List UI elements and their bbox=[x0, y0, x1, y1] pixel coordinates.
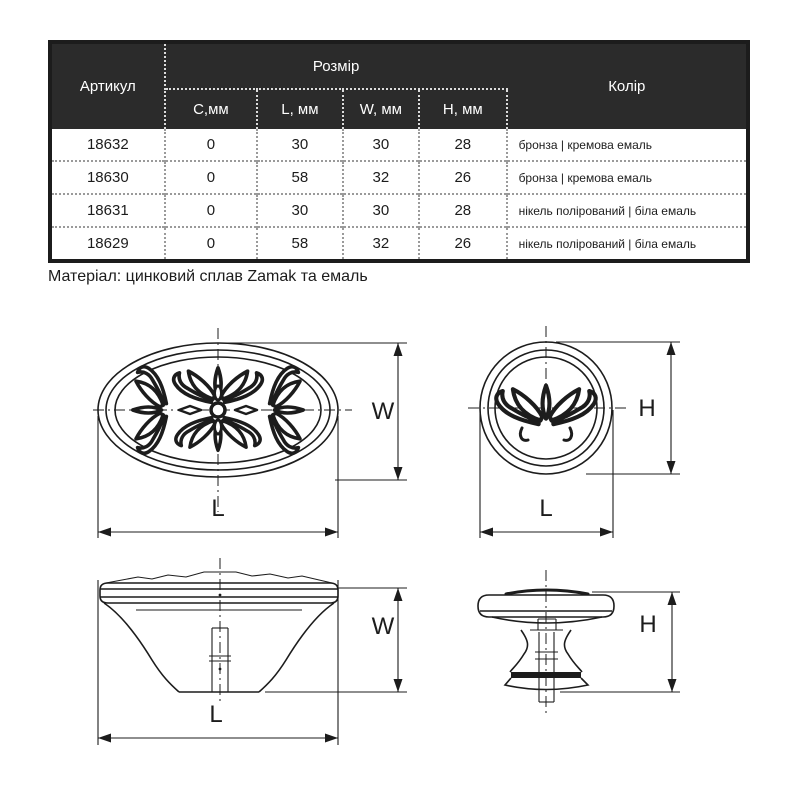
cell-article: 18632 bbox=[50, 129, 165, 161]
cell-w: 32 bbox=[343, 227, 419, 261]
cell-w: 32 bbox=[343, 161, 419, 194]
cell-article: 18629 bbox=[50, 227, 165, 261]
table-row bbox=[50, 161, 748, 194]
header-size-group: Розмір bbox=[165, 42, 507, 89]
oval-knob-side-view bbox=[98, 558, 407, 745]
header-size-c: C,мм bbox=[165, 89, 258, 129]
table-row bbox=[50, 227, 748, 261]
header-size-h: H, мм bbox=[419, 89, 507, 129]
spec-table bbox=[48, 40, 750, 263]
round-knob-top-view bbox=[468, 326, 680, 538]
cell-color: нікель полірований | біла емаль bbox=[507, 227, 748, 261]
cell-h: 28 bbox=[419, 129, 507, 161]
dim-label-w: W bbox=[371, 613, 395, 640]
floral-ornament bbox=[496, 386, 595, 441]
dim-label-l: L bbox=[211, 495, 225, 522]
cell-h: 26 bbox=[419, 227, 507, 261]
table-row bbox=[50, 194, 748, 227]
dim-label-l: L bbox=[209, 701, 223, 728]
cell-l: 58 bbox=[257, 161, 342, 194]
dim-label-h: H bbox=[639, 611, 657, 638]
cell-l: 30 bbox=[257, 129, 342, 161]
technical-drawings bbox=[0, 312, 800, 792]
cell-c: 0 bbox=[165, 161, 258, 194]
cell-c: 0 bbox=[165, 194, 258, 227]
cell-color: бронза | кремова емаль bbox=[507, 129, 748, 161]
header-article: Артикул bbox=[50, 42, 165, 129]
dim-label-l: L bbox=[539, 495, 553, 522]
floral-ornament bbox=[133, 367, 303, 453]
table-row bbox=[50, 129, 748, 161]
oval-knob-top-view bbox=[93, 328, 407, 538]
dim-label-h: H bbox=[638, 395, 656, 422]
cell-h: 26 bbox=[419, 161, 507, 194]
cell-color: нікель полірований | біла емаль bbox=[507, 194, 748, 227]
header-size-l: L, мм bbox=[257, 89, 342, 129]
cell-color: бронза | кремова емаль bbox=[507, 161, 748, 194]
cell-l: 30 bbox=[257, 194, 342, 227]
material-note: Матеріал: цинковий сплав Zamak та емаль bbox=[48, 268, 368, 285]
cell-w: 30 bbox=[343, 129, 419, 161]
cell-c: 0 bbox=[165, 227, 258, 261]
dim-label-w: W bbox=[371, 398, 395, 425]
header-color: Колір bbox=[507, 42, 748, 129]
cell-c: 0 bbox=[165, 129, 258, 161]
header-size-w: W, мм bbox=[343, 89, 419, 129]
cell-h: 28 bbox=[419, 194, 507, 227]
cell-w: 30 bbox=[343, 194, 419, 227]
cell-l: 58 bbox=[257, 227, 342, 261]
l-dimension bbox=[98, 580, 338, 745]
round-knob-side-view bbox=[478, 570, 680, 716]
cell-article: 18630 bbox=[50, 161, 165, 194]
cell-article: 18631 bbox=[50, 194, 165, 227]
